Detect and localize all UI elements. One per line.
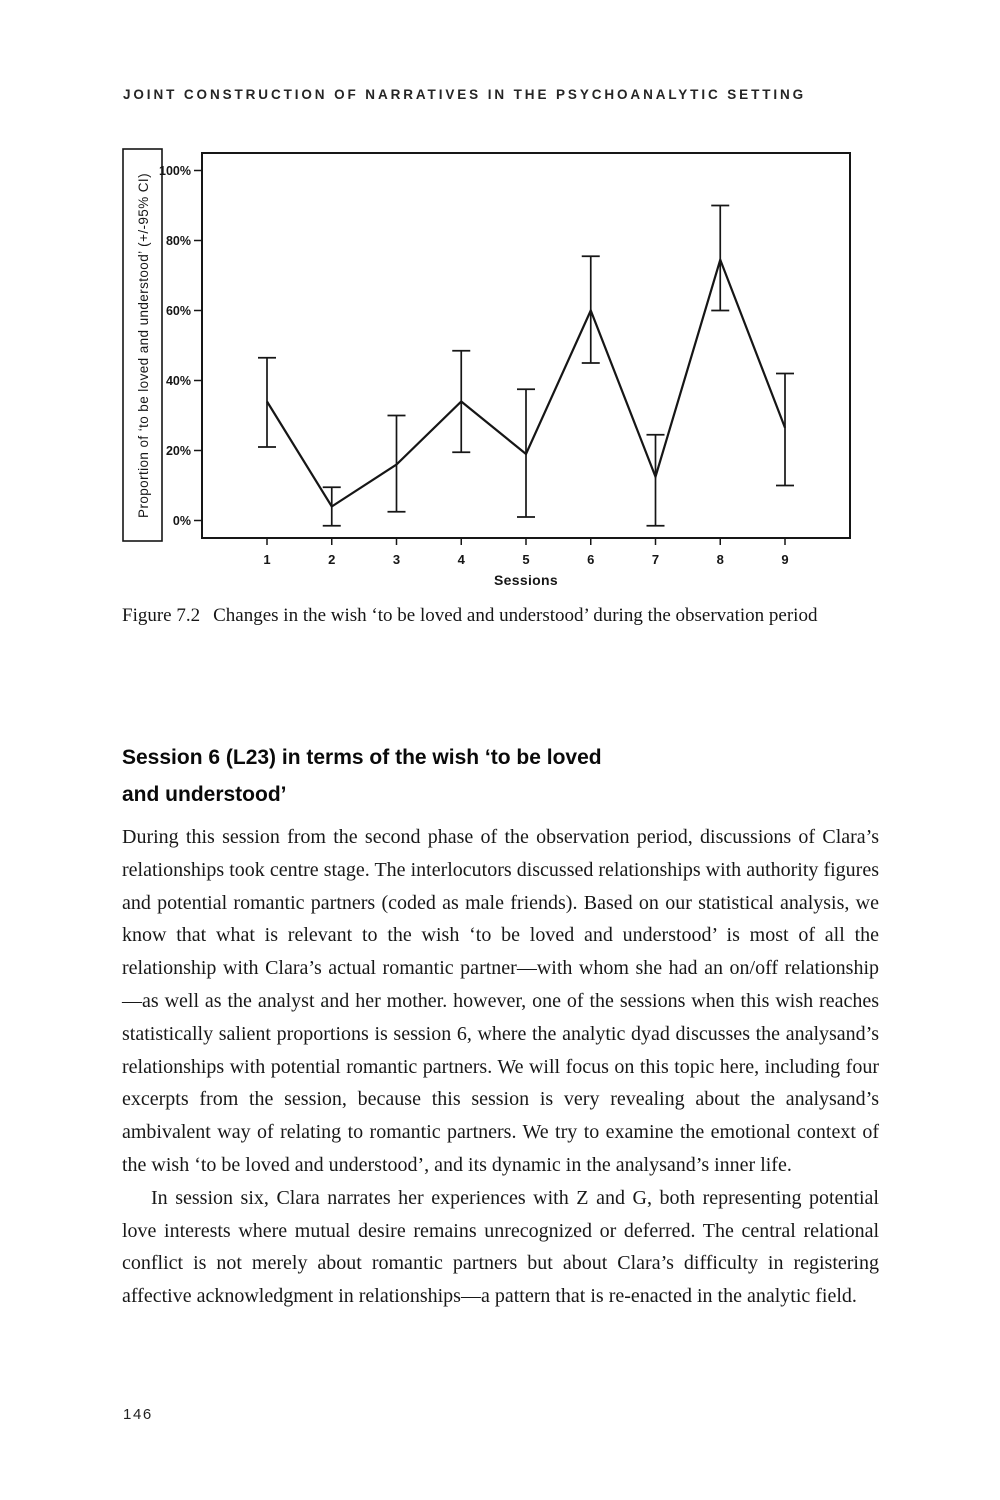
- svg-text:80%: 80%: [165, 234, 191, 248]
- y-axis: [159, 164, 202, 528]
- svg-text:60%: 60%: [165, 304, 191, 318]
- error-bars: [258, 206, 794, 526]
- figure-caption: [122, 603, 880, 629]
- svg-text:5: 5: [522, 552, 530, 567]
- svg-text:9: 9: [781, 552, 789, 567]
- figure-7-2-chart: [122, 146, 872, 598]
- svg-text:2: 2: [328, 552, 336, 567]
- svg-text:6: 6: [587, 552, 595, 567]
- svg-text:40%: 40%: [165, 374, 191, 388]
- section-heading: [122, 739, 602, 813]
- svg-text:7: 7: [651, 552, 660, 567]
- svg-text:8: 8: [716, 552, 724, 567]
- paragraph-2: In session six, Clara narrates her experiences with Z and G, both representing potential love interests where mutual desire remains unrecognized or deferred. The central relational conflict is not merely about romantic partners but about Clara’s difficulty in registering affective acknowledgment in relationships—a pattern that is re-enacted in the analytic field.: [122, 1186, 879, 1308]
- body-text: [122, 821, 879, 1313]
- svg-text:1: 1: [263, 552, 271, 567]
- running-header: JOINT CONSTRUCTION OF NARRATIVES IN THE PSYCHOANALYTIC SETTING: [123, 87, 807, 102]
- heading-line-1: Session 6 (L23) in terms of the wish ‘to be loved: [122, 746, 602, 769]
- y-axis-label-box: [123, 149, 162, 541]
- y-axis-title: Proportion of ‘to be loved and understood’ (+/-95% CI): [136, 173, 151, 518]
- svg-text:3: 3: [392, 552, 401, 567]
- figure-caption-text: Changes in the wish ‘to be loved and understood’ during the observation period: [213, 605, 818, 626]
- svg-text:100%: 100%: [159, 164, 191, 178]
- figure-caption-label: Figure 7.2: [122, 605, 201, 626]
- svg-text:4: 4: [457, 552, 465, 567]
- line-chart-svg: [122, 146, 872, 598]
- page-number: 146: [123, 1406, 153, 1423]
- svg-text:20%: 20%: [165, 444, 191, 458]
- x-axis-title: Sessions: [494, 572, 558, 588]
- heading-line-2: and understood’: [122, 783, 287, 806]
- paragraph-1: During this session from the second phase of the observation period, discussions of Clara’s relationships took centre stage. The interlocutors discussed relationships with authority figures and potential romantic partners (coded as male friends). Based on our statistical analysis, we know that what is relevant to the wish ‘to be loved and understood’ is most of all the relationship with Clara’s actual romantic partner—with whom she had an on/off relationship—as well as the analyst and her mother. however, one of the sessions when this wish reaches statistically salient proportions is session 6, where the analytic dyad discusses the analysand’s relationships with potential romantic partners. We will focus on this topic here, including four excerpts from the session, because this session is very revealing about the analysand’s ambivalent way of relating to romantic partners. We try to examine the emotional context of the wish ‘to be loved and understood’, and its dynamic in the analysand’s inner life.: [122, 826, 879, 1176]
- x-axis: [263, 538, 788, 588]
- svg-text:0%: 0%: [172, 514, 191, 528]
